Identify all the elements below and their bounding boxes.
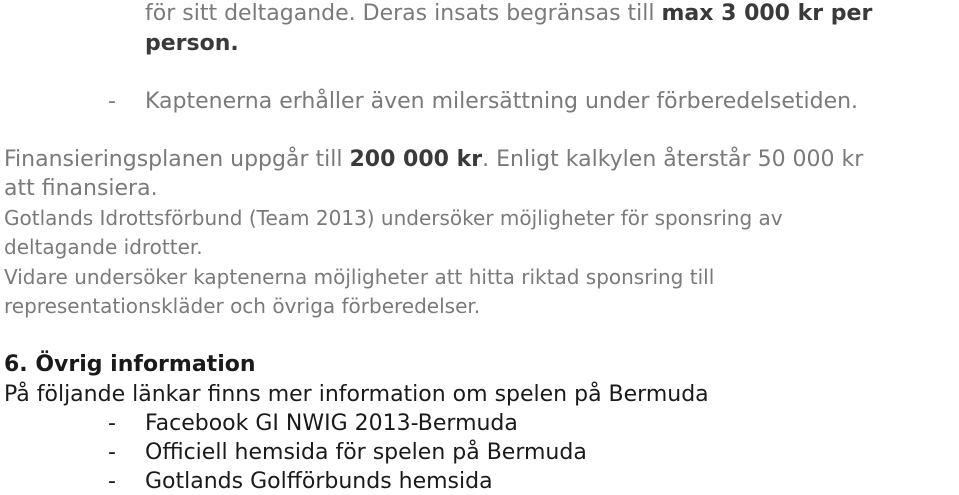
finance-text-post: . Enligt kalkylen återstår 50 000 kr <box>482 147 864 172</box>
finance-amount-emphasis: 200 000 kr <box>349 147 483 172</box>
link-dash: - <box>108 411 116 436</box>
link-official-site[interactable]: Officiell hemsida för spelen på Bermuda <box>145 440 587 465</box>
bullet-dash: - <box>108 89 116 114</box>
link-dash: - <box>108 440 116 465</box>
paragraph-participation-line-1 <box>145 3 872 25</box>
section-heading: 6. Övrig information <box>4 352 256 377</box>
finance-text: Finansieringsplanen uppgår till <box>4 147 350 172</box>
vidare-line-2: representationskläder och övriga förberedelser. <box>4 294 481 318</box>
vidare-line-1: Vidare undersöker kaptenerna möjligheter att hitta riktad sponsring till <box>4 265 715 289</box>
gif-line-2: deltagande idrotter. <box>4 235 203 259</box>
finance-line-1 <box>4 149 863 171</box>
link-dash: - <box>108 469 116 494</box>
max-amount-emphasis: max 3 000 kr per <box>661 1 873 26</box>
link-facebook[interactable]: Facebook GI NWIG 2013-Bermuda <box>145 411 518 436</box>
link-golf-federation[interactable]: Gotlands Golfförbunds hemsida <box>145 469 493 494</box>
gif-line-1: Gotlands Idrottsförbund (Team 2013) undersöker möjligheter för sponsring av <box>4 206 783 230</box>
finance-line-2: att finansiera. <box>4 176 158 201</box>
max-amount-emphasis-cont: person. <box>145 31 239 56</box>
paragraph-participation-line-2 <box>145 33 239 55</box>
section-intro: På följande länkar finns mer information om spelen på Bermuda <box>4 382 709 407</box>
bullet-kaptener-text: Kaptenerna erhåller även milersättning under förberedelsetiden. <box>145 89 859 114</box>
paragraph-text: för sitt deltagande. Deras insats begränsas till <box>145 1 662 26</box>
